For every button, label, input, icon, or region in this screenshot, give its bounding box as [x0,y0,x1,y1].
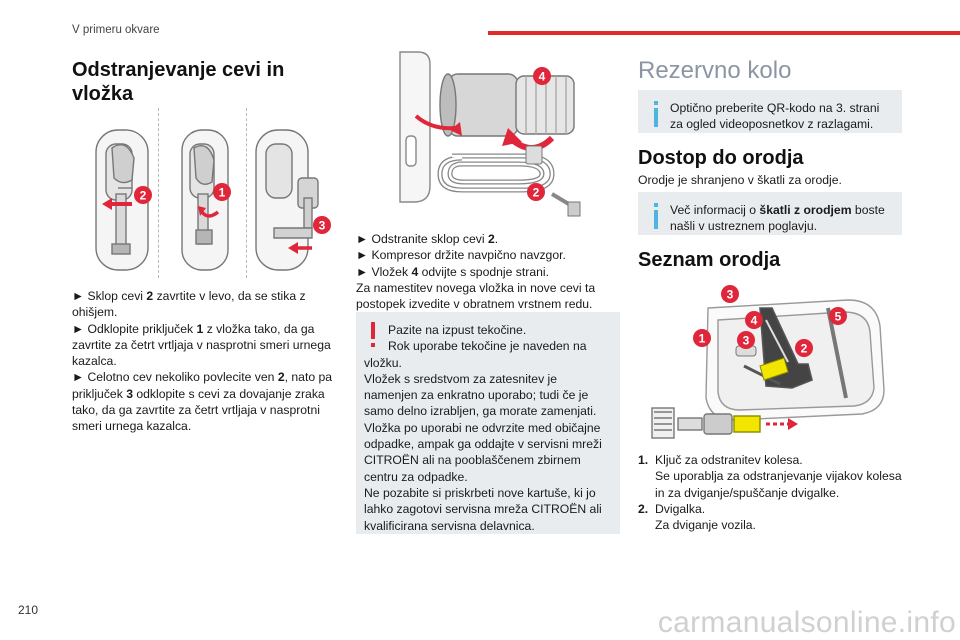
running-header: V primeru okvare [72,24,160,36]
tool-access-text: Orodje je shranjeno v škatli za orodje. [638,173,842,187]
list-item-title: Ključ za odstranitev kolesa. [655,453,803,467]
callout-label: 2 [532,185,540,200]
info-icon [650,101,662,127]
callout-label: 1 [218,185,226,200]
callout-label: 4 [750,313,758,328]
section-title-line2: vložka [72,83,134,105]
chapter-title: Rezervno kolo [638,57,792,84]
step: ► Sklop cevi 2 zavrtite v levo, da se stika z ohišjem. [72,289,306,320]
header-accent-bar [488,31,960,35]
warning-line: Pazite na izpust tekočine. [388,323,527,337]
callout-2 [795,339,813,357]
info-icon [650,203,662,229]
toolbox-illustration [648,280,892,442]
warning-line: Rok uporabe tekočine je naveden na vložku. [364,339,587,370]
callout-5 [829,307,847,325]
list-item-desc: Za dviganje vozila. [655,518,756,533]
callout-3 [737,331,755,349]
callout-4 [745,311,763,329]
list-item-title: Dvigalka. [655,501,706,516]
callout-1 [213,183,231,201]
hose-connector [526,146,542,164]
step: ► Celotno cev nekoliko povlecite ven 2, nato pa priključek 3 odklopite s cevi za dovajanje zraka tako, da ga zavrtite za četrt vrtljaja v nasprotni smeri urnega kazalca. [72,370,333,434]
hose-end-fitting [568,202,580,216]
callout-label: 3 [726,287,734,302]
callout-3 [721,285,739,303]
info-text: Več informacij o [670,203,760,217]
callout-3 [313,216,331,234]
cartridge-removal-illustration [392,46,620,220]
paragraph: Za namestitev novega vložka in nove cevi ta postopek izvedite v obratnem vrstnem redu. [356,280,596,312]
callout-2 [134,186,152,204]
info-box-toolbox [638,192,902,235]
section-title-tool-list: Seznam orodja [638,249,781,271]
warning-line: Ne pozabite si priskrbeti nove kartuše, ki jo lahko zagotovi servisna mreža CITROËN ali kvalificirana servisna delavnica. [364,485,602,533]
middle-steps [356,231,620,312]
info-text-bold: škatli z orodjem [759,203,852,217]
warning-line: Vložka po uporabi ne odvrzite med običajne odpadke, ampak ga oddajte v servisni mreži CITROËN ali na pooblaščenem zbirnem centru za odpadke. [364,420,602,484]
callout-label: 1 [698,331,706,346]
callout-label: 3 [318,218,326,233]
callout-label: 2 [139,188,147,203]
list-item-desc: Se uporablja za odstranjevanje vijakov kolesa in za dviganje/spuščanje dvigalke. [655,469,902,500]
warning-box [356,312,620,534]
left-steps [72,288,338,435]
info-text: boste našli v ustreznem poglavju. [670,203,885,234]
page-number: 210 [18,603,39,617]
section-title-line1: Odstranjevanje cevi in [72,59,285,81]
callout-label: 3 [742,333,750,348]
section-title-hose-removal [72,58,338,106]
watermark: carmanualsonline.info [657,606,956,639]
arrowhead [788,418,798,430]
callout-4 [533,67,551,85]
step: ► Odklopite priključek 1 z vložka tako, da ga zavrtite za četrt vrtljaja v nasprotni smeri urnega kazalca. [72,321,331,369]
section-title-tool-access: Dostop do orodja [638,147,804,169]
callout-label: 2 [800,341,808,356]
list-item [638,452,904,501]
compressor-outline [400,52,430,202]
tool-list [638,452,904,533]
step: ► Vložek 4 odvijte s spodnje strani. [356,264,549,279]
list-item [638,501,904,534]
list-number: 1. [638,453,649,467]
callout-2 [527,183,545,201]
callout-1 [693,329,711,347]
hose-removal-illustration [72,108,338,280]
step: ► Kompresor držite navpično navzgor. [356,248,566,263]
callout-label: 4 [538,69,546,84]
warning-line: Vložek s sredstvom za zatesnitev je namenjen za enkratno uporabo; tudi če je samo delno izrabljen, ga morate zamenjati. [364,371,597,419]
info-text: Optično preberite QR-kodo na 3. strani za ogled videoposnetkov z razlagami. [670,101,880,132]
info-box-qr [638,90,902,133]
callout-label: 5 [834,309,842,324]
warning-exclamation-icon [368,322,378,348]
step: ► Odstranite sklop cevi 2. [356,232,499,246]
list-number: 2. [638,501,649,516]
